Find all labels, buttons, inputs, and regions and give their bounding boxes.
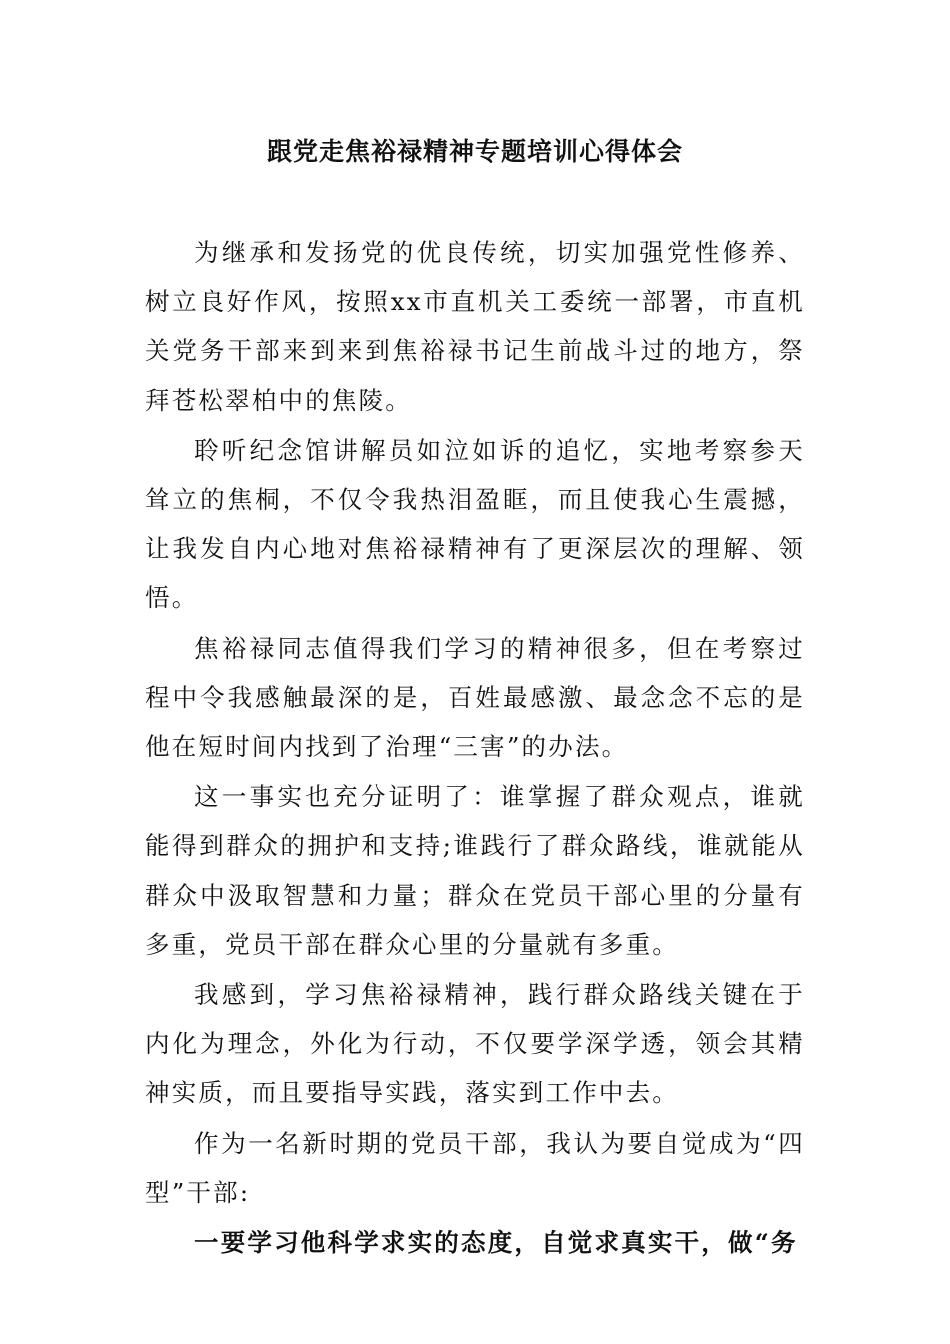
- document-body: [145, 228, 805, 1267]
- paragraph-6: 作为一名新时期的党员干部，我认为要自觉成为“四型”干部:: [145, 1128, 805, 1207]
- paragraph-7-bold: 一要学习他科学求实的态度，自觉求真实干，做“务: [194, 1228, 798, 1258]
- document-title: 跟党走焦裕禄精神专题培训心得体会: [266, 137, 683, 166]
- paragraph-5: 我感到，学习焦裕禄精神，践行群众路线关键在于内化为理念，外化为行动，不仅要学深学透，领会其精神实质，而且要指导实践，落实到工作中去。: [145, 980, 805, 1108]
- paragraph-2: 聆听纪念馆讲解员如泣如诉的追忆，实地考察参天耸立的焦桐，不仅令我热泪盈眶，而且使我心生震撼，让我发自内心地对焦裕禄精神有了更深层次的理解、领悟。: [145, 435, 805, 613]
- paragraph-4: 这一事实也充分证明了：谁掌握了群众观点，谁就能得到群众的拥护和支持;谁践行了群众路线，谁就能从群众中汲取智慧和力量；群众在党员干部心里的分量有多重，党员干部在群众心里的分量就有多重。: [145, 782, 805, 959]
- paragraph-1: 为继承和发扬党的优良传统，切实加强党性修养、树立良好作风，按照xx市直机关工委统一部署，市直机关党务干部来到来到焦裕禄书记生前战斗过的地方，祭拜苍松翠柏中的焦陵。: [145, 238, 805, 415]
- paragraph-3: 焦裕禄同志值得我们学习的精神很多，但在考察过程中令我感触最深的是，百姓最感激、最念念不忘的是他在短时间内找到了治理“三害”的办法。: [145, 633, 805, 762]
